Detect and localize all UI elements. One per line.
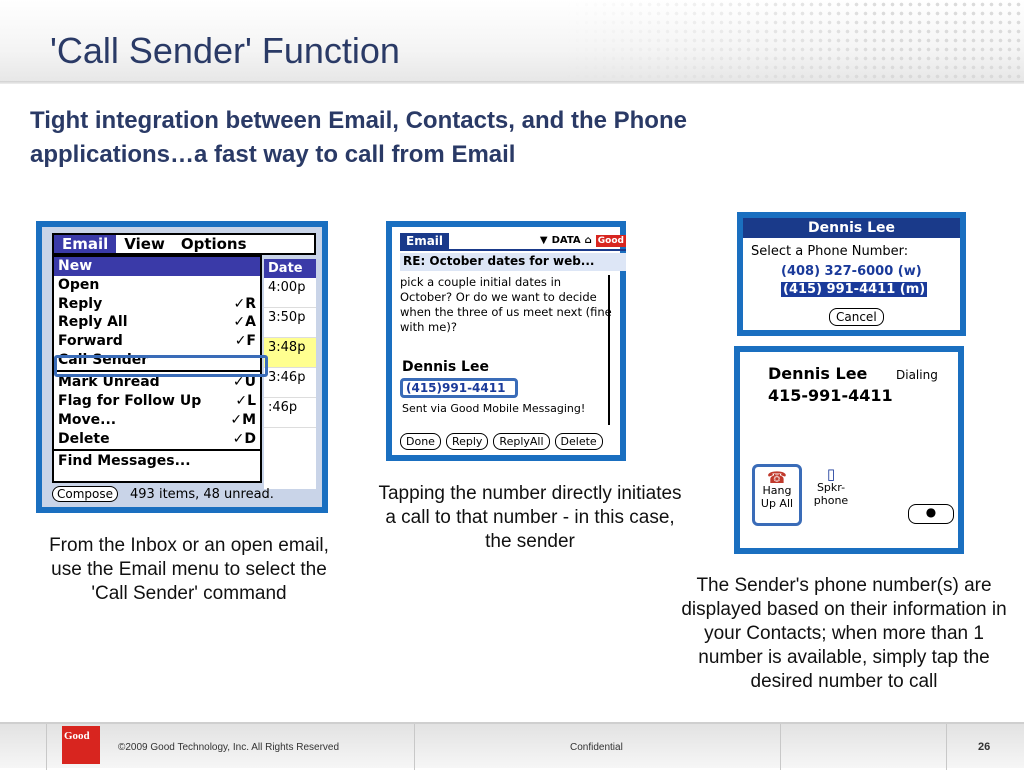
menu-view[interactable]: View <box>124 235 165 253</box>
date-value: 3:46p <box>264 368 316 398</box>
reply-all-button[interactable]: ReplyAll <box>493 433 549 450</box>
phone-icon: ☎ <box>767 468 787 487</box>
menu-item-flag[interactable] <box>54 392 260 411</box>
menu-item-label: Find Messages... <box>58 453 191 470</box>
email-body: pick a couple initial dates in October? Or do we want to decide when the three of us meet next (fine with me)? <box>400 275 612 334</box>
call-sender-highlight <box>54 355 268 377</box>
phone-option-work[interactable]: (408) 327-6000 (w) <box>781 264 922 279</box>
speakerphone-label: Spkr-phone <box>813 481 849 507</box>
menu-divider <box>54 449 260 451</box>
screenshot-dialing <box>734 346 964 554</box>
speaker-icon: ▯ <box>826 465 836 483</box>
menu-shortcut: ✓A <box>233 314 256 331</box>
app-label: Email <box>400 233 449 249</box>
date-header: Date <box>264 259 316 278</box>
company-logo: Good <box>62 726 100 764</box>
phone-option-mobile[interactable]: (415) 991-4411 (m) <box>783 282 926 297</box>
menu-shortcut: ✓L <box>235 393 256 410</box>
date-value: :46p <box>264 398 316 428</box>
copyright-text: ©2009 Good Technology, Inc. All Rights Reserved <box>118 742 340 753</box>
menu-item-new[interactable] <box>54 257 260 276</box>
menu-item-label: Mark Unread <box>58 374 160 391</box>
date-column <box>264 259 316 489</box>
speakerphone-button[interactable] <box>808 466 854 524</box>
device-screen <box>42 227 322 507</box>
home-icon: ⌂ <box>584 235 592 246</box>
menu-item-open[interactable] <box>54 276 260 295</box>
device-screen <box>743 218 960 330</box>
menu-item-label: Forward <box>58 333 123 350</box>
footer-divider <box>946 724 947 770</box>
confidential-label: Confidential <box>570 742 623 753</box>
scrollbar[interactable] <box>608 275 614 425</box>
menu-shortcut: ✓R <box>233 295 256 312</box>
menu-item-label: Reply All <box>58 314 128 331</box>
microphone-icon: ● <box>925 505 937 519</box>
email-subject: RE: October dates for web... <box>400 253 626 271</box>
screenshot-email-message <box>386 221 626 461</box>
data-indicator: DATA <box>551 235 581 246</box>
compose-button[interactable]: Compose <box>52 486 118 502</box>
cancel-button[interactable]: Cancel <box>829 308 884 326</box>
menu-item-label: Flag for Follow Up <box>58 393 202 410</box>
menu-item-reply[interactable] <box>54 294 260 313</box>
hang-up-button[interactable] <box>752 464 802 526</box>
menu-item-label: Reply <box>58 295 103 312</box>
menu-shortcut: ✓F <box>234 333 256 350</box>
delete-button[interactable]: Delete <box>555 433 603 450</box>
good-badge: Good <box>597 236 624 246</box>
menu-email[interactable]: Email <box>54 235 116 253</box>
hang-up-label: Hang Up All <box>760 484 794 510</box>
menu-options[interactable]: Options <box>180 235 247 253</box>
date-value: 3:50p <box>264 308 316 338</box>
screenshot-select-number <box>737 212 966 336</box>
caller-number: 415-991-4411 <box>768 386 893 405</box>
done-button[interactable]: Done <box>400 433 441 450</box>
page-title: 'Call Sender' Function <box>50 30 400 71</box>
reply-button[interactable]: Reply <box>446 433 488 450</box>
caption-step-2: Tapping the number directly initiates a call to that number - in this case, the sender <box>378 483 682 552</box>
inbox-status: 493 items, 48 unread. <box>130 486 274 502</box>
email-signature: Sent via Good Mobile Messaging! <box>402 402 586 415</box>
menu-item-label: Call Sender <box>58 351 149 368</box>
subtitle: Tight integration between Email, Contacts, and the Phone applications…a fast way to call from Email <box>30 107 687 168</box>
menu-item-forward[interactable] <box>54 332 260 351</box>
menu-bar <box>52 233 316 255</box>
signal-icon: ▼ <box>539 235 548 246</box>
device-screen <box>740 352 958 548</box>
menu-item-move[interactable] <box>54 411 260 430</box>
dot-pattern <box>564 0 1024 84</box>
bottom-bar <box>52 483 316 505</box>
menu-item-reply-all[interactable] <box>54 313 260 332</box>
page-number: 26 <box>978 741 991 753</box>
menu-shortcut: ✓M <box>230 411 256 428</box>
caption-step-3: The Sender's phone number(s) are displayed based on their information in your Contacts; when more than 1 number is available, simply tap the desired number to call <box>681 575 1007 692</box>
call-status: Dialing <box>896 368 938 382</box>
sender-name: Dennis Lee <box>402 359 489 375</box>
email-title-bar <box>400 233 626 251</box>
dialog-title: Dennis Lee <box>743 218 960 238</box>
screenshot-email-menu <box>36 221 328 513</box>
status-icons <box>540 235 626 247</box>
sender-phone-link[interactable]: (415)991-4411 <box>400 378 518 398</box>
email-action-bar <box>400 433 603 450</box>
footer-divider <box>780 724 781 770</box>
dialog-prompt: Select a Phone Number: <box>751 244 909 259</box>
menu-item-label: Move... <box>58 411 117 428</box>
caption-step-1: From the Inbox or an open email, use the Email menu to select the 'Call Sender' command <box>49 535 329 604</box>
menu-shortcut: ✓U <box>232 374 256 391</box>
date-value: 4:00p <box>264 278 316 308</box>
menu-item-label: Delete <box>58 430 110 447</box>
footer-divider <box>46 724 47 770</box>
mute-button[interactable] <box>908 504 954 524</box>
device-screen <box>392 227 624 455</box>
menu-item-delete[interactable] <box>54 429 260 448</box>
footer-divider <box>414 724 415 770</box>
menu-item-label: Open <box>58 277 100 294</box>
menu-item-find-messages[interactable] <box>54 452 260 471</box>
date-value: 3:48p <box>264 338 316 368</box>
caller-name: Dennis Lee <box>768 364 868 383</box>
menu-shortcut: ✓D <box>232 430 256 447</box>
menu-item-label: New <box>58 258 93 275</box>
